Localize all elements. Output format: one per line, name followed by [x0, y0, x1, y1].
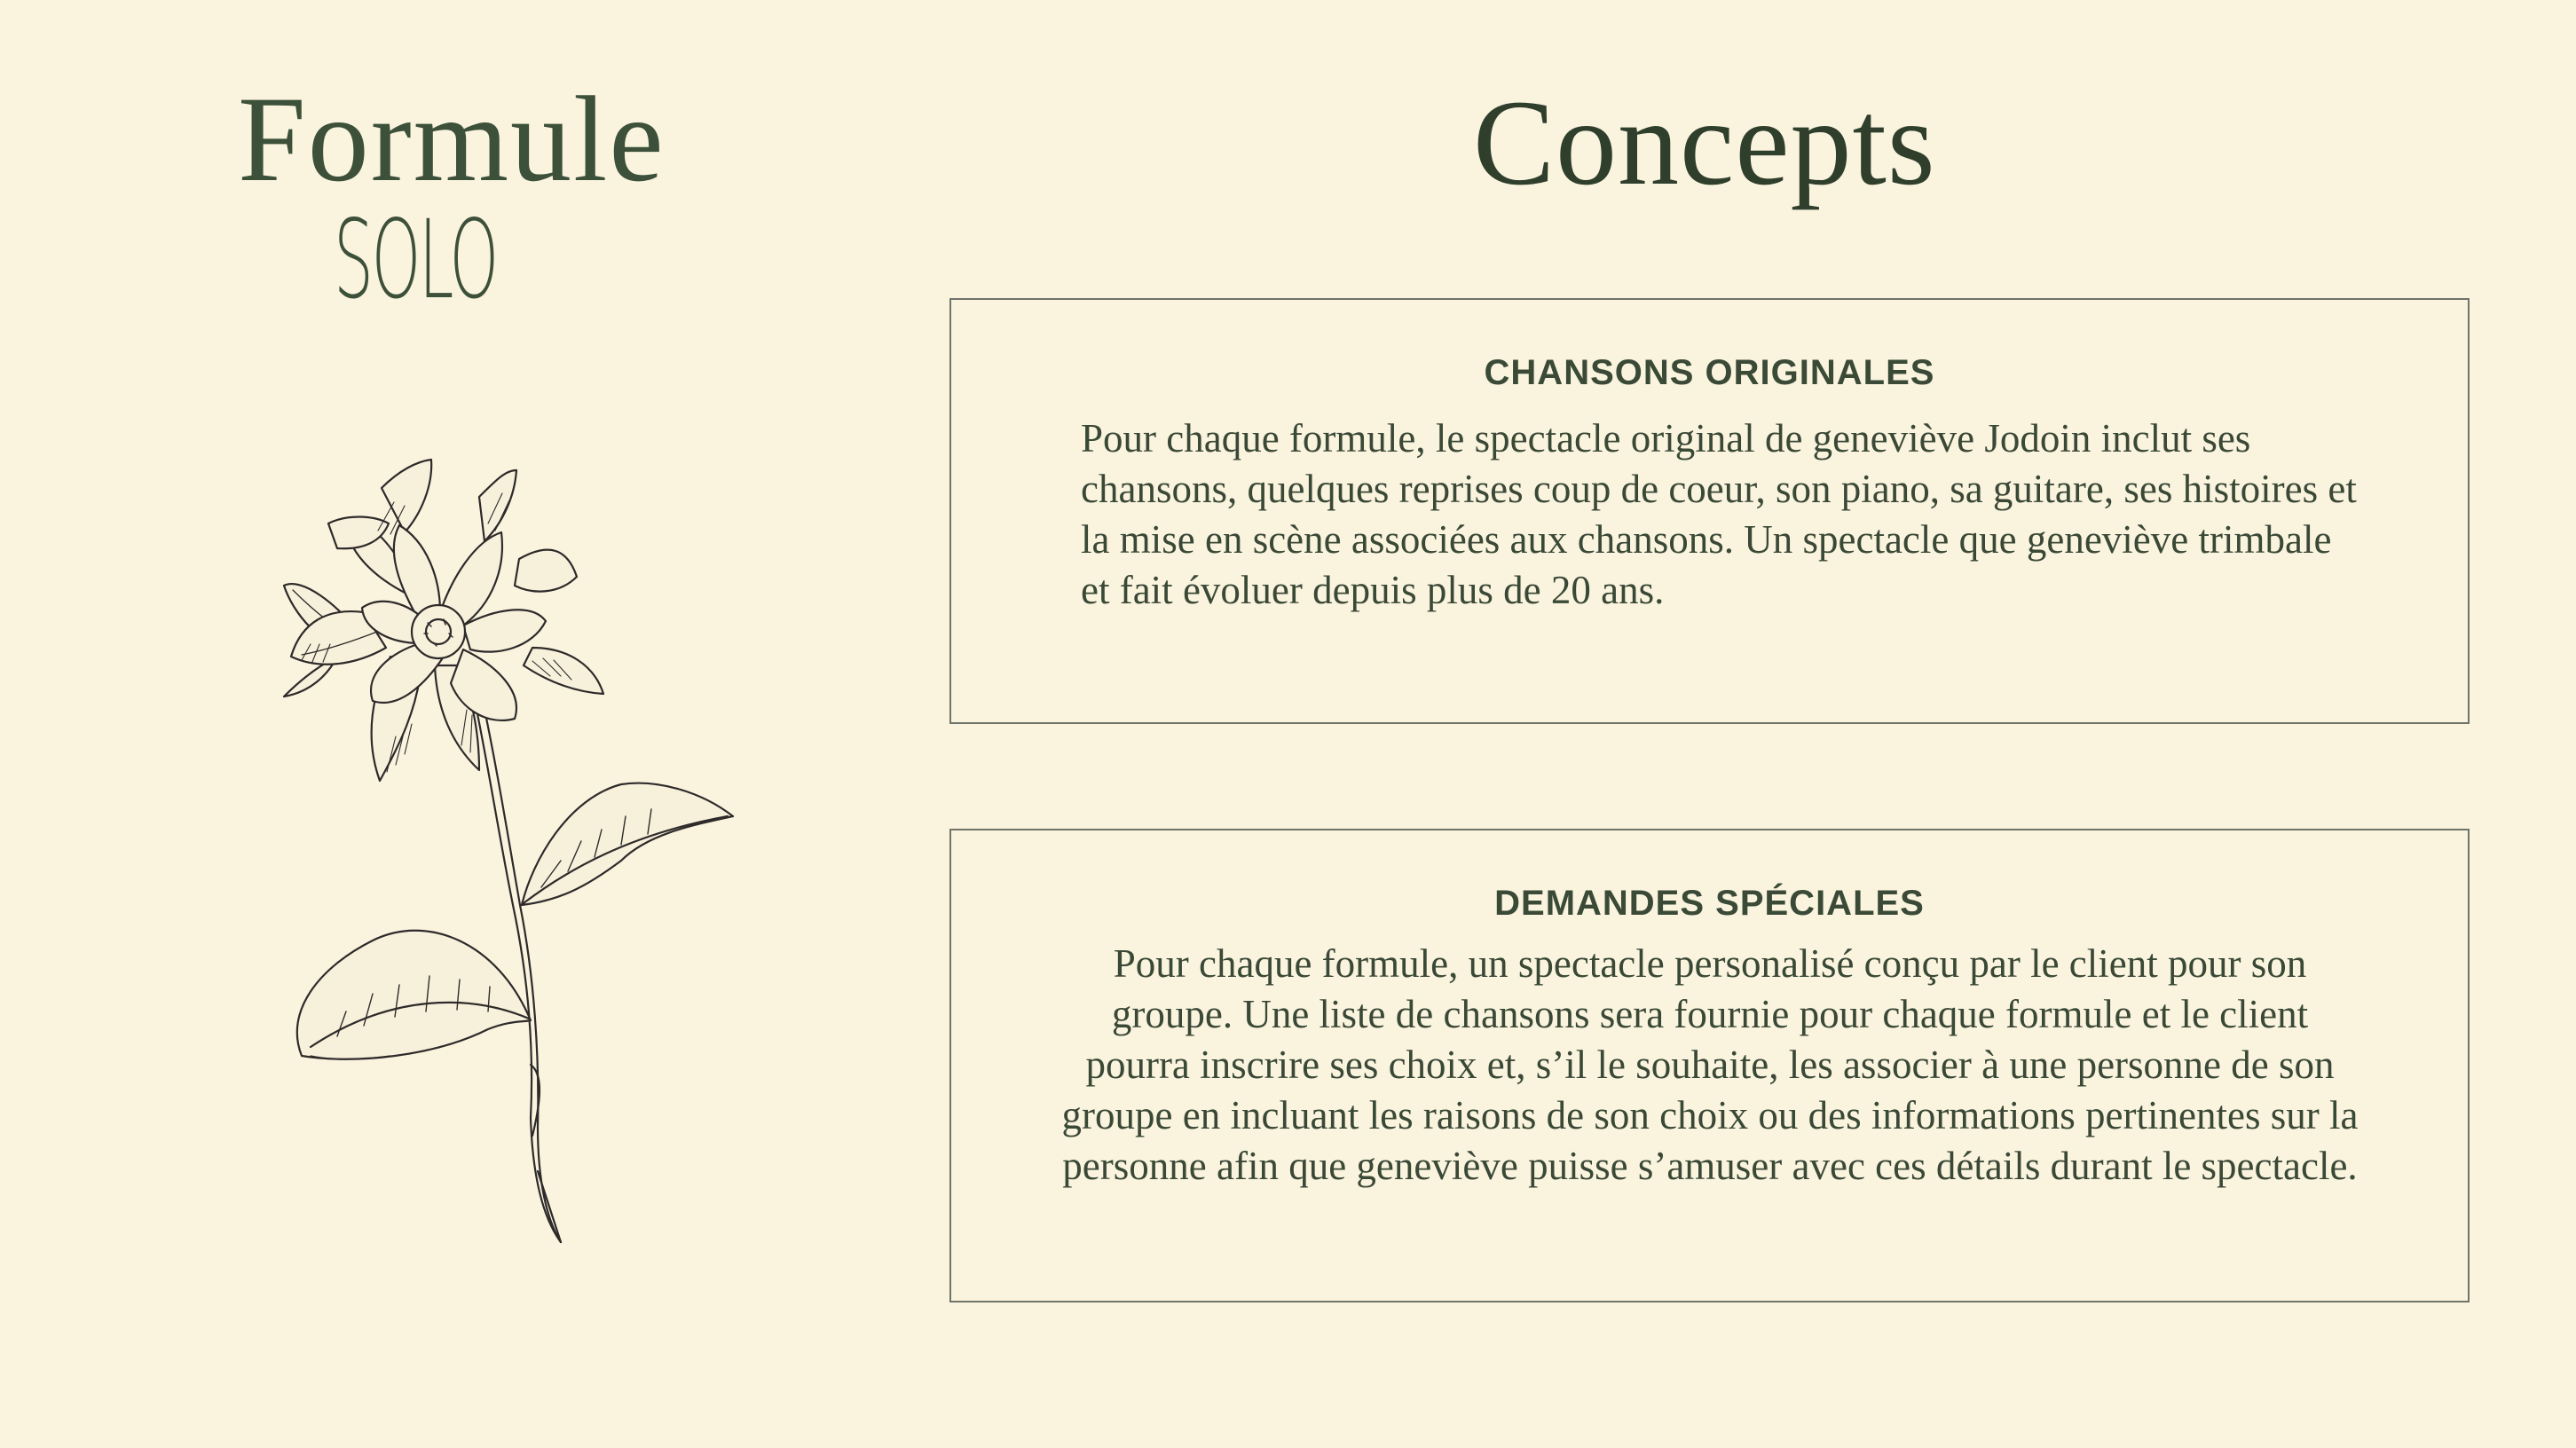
card-demandes-speciales — [949, 829, 2470, 1302]
card-body: Pour chaque formule, le spectacle original de geneviève Jodoin inclut ses chansons, quelques reprises coup de coeur, son piano, sa guitare, ses histoires et la mise en scène associées aux chansons. Un spectacle que geneviève trimbale et fait évoluer depuis plus de 20 ans. — [1081, 416, 2357, 612]
formule-subtitle: SOLO — [334, 197, 497, 323]
card-chansons-originales — [949, 298, 2470, 724]
formule-title: Formule — [238, 71, 666, 207]
flower-illustration — [231, 444, 763, 1260]
card-heading: CHANSONS ORIGINALES — [1484, 353, 1935, 392]
flower-center — [412, 605, 465, 658]
card-heading: DEMANDES SPÉCIALES — [1494, 884, 1925, 923]
flower-leaf-lower — [297, 931, 531, 1059]
page-title: Concepts — [1473, 75, 1936, 210]
card-body: Pour chaque formule, un spectacle personalisé conçu par le client pour son groupe. Une liste de chansons sera fournie pour chaque formule et le client pourra inscrire ses choix et, s’il le souhaite, les associer à une personne de son groupe en incluant les raisons de son choix ou des informations pertinentes sur la personne afin que geneviève puisse s’amuser avec ces détails durant le spectacle. — [1061, 941, 2359, 1188]
